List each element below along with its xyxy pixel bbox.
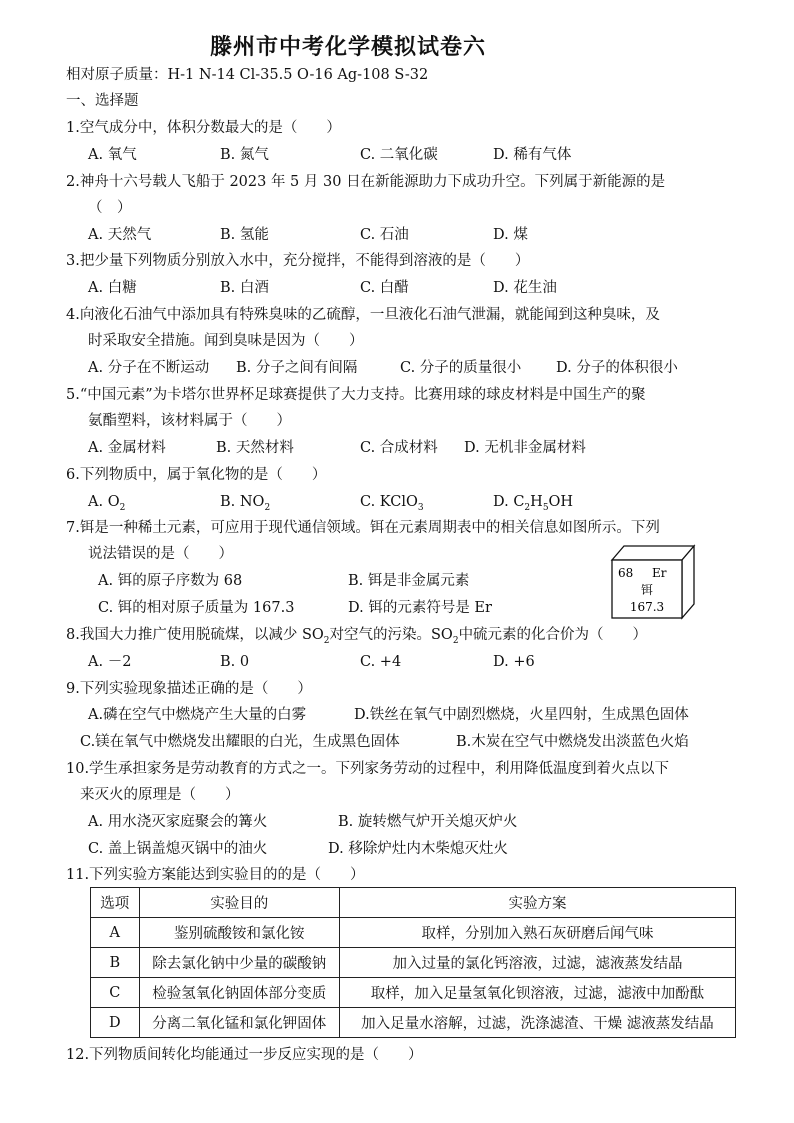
question-10-option-c: C. 盖上锅盖熄灭锅中的油火 xyxy=(88,841,268,857)
question-4-option-d: D. 分子的体积很小 xyxy=(556,360,678,376)
question-9-option-d: D.铁丝在氧气中剧烈燃烧，火星四射，生成黑色固体 xyxy=(354,707,689,723)
table-cell-option: B xyxy=(91,948,140,978)
question-5-option-c: C. 合成材料 xyxy=(360,440,438,456)
table-cell-purpose: 鉴别硫酸铵和氯化铵 xyxy=(139,918,339,948)
question-5-option-a: A. 金属材料 xyxy=(88,440,166,456)
question-6-option-a: A. $O_2$ xyxy=(88,494,126,513)
question-9-option-c: C.镁在氧气中燃烧发出耀眼的白光，生成黑色固体 xyxy=(80,734,400,750)
question-4-option-a: A. 分子在不断运动 xyxy=(88,360,210,376)
question-9-option-b: B.木炭在空气中燃烧发出淡蓝色火焰 xyxy=(456,734,689,750)
table-row xyxy=(91,978,736,1008)
question-4-option-b: B. 分子之间有间隔 xyxy=(236,360,358,376)
question-10-option-a: A. 用水浇灭家庭聚会的篝火 xyxy=(88,814,268,830)
question-9-stem: 9.下列实验现象描述正确的是（ ） xyxy=(66,681,312,697)
question-7-option-a: A. 铒的原子序数为 68 xyxy=(98,573,243,589)
question-2-option-a: A. 天然气 xyxy=(88,227,152,243)
page-title: 滕州市中考化学模拟试卷六 xyxy=(210,35,487,60)
question-7-stem-line2: 说法错误的是（ ） xyxy=(88,546,233,562)
question-2-option-b: B. 氢能 xyxy=(220,227,269,243)
question-9-option-a: A.磷在空气中燃烧产生大量的白雾 xyxy=(88,707,307,723)
table-header-option: 选项 xyxy=(91,888,140,918)
question-1-option-d: D. 稀有气体 xyxy=(493,147,572,163)
question-1-stem: 1.空气成分中，体积分数最大的是（ ） xyxy=(66,120,341,136)
question-10-stem-line2: 来灭火的原理是（ ） xyxy=(80,787,240,803)
question-10-option-d: D. 移除炉灶内木柴熄灭灶火 xyxy=(328,841,508,857)
table-cell-option: C xyxy=(91,978,140,1008)
cube-top-face xyxy=(612,546,694,560)
section-heading: 一、选择题 xyxy=(66,93,139,109)
question-7-option-b: B. 铒是非金属元素 xyxy=(348,573,470,589)
table-header-purpose: 实验目的 xyxy=(139,888,339,918)
question-3-stem: 3.把少量下列物质分别放入水中，充分搅拌，不能得到溶液的是（ ） xyxy=(66,253,530,269)
table-cell-purpose: 检验氢氧化钠固体部分变质 xyxy=(139,978,339,1008)
question-7-option-c: C. 铒的相对原子质量为 167.3 xyxy=(98,600,295,616)
table-cell-purpose: 除去氯化钠中少量的碳酸钠 xyxy=(139,948,339,978)
element-cube-erbium xyxy=(608,544,698,620)
cube-element-name: 铒 xyxy=(640,583,654,597)
question-6-option-c: C. KClO$_3$ xyxy=(360,494,424,513)
table-header-plan: 实验方案 xyxy=(339,888,735,918)
table-header-row xyxy=(91,888,736,918)
question-10-option-b: B. 旋转燃气炉开关熄灭炉火 xyxy=(338,814,518,830)
question-8-option-d: D. +6 xyxy=(493,654,535,670)
question-1-option-c: C. 二氧化碳 xyxy=(360,147,438,163)
table-cell-plan: 取样，加入足量氢氧化钡溶液，过滤，滤液中加酚酞 xyxy=(339,978,735,1008)
table-cell-plan: 加入过量的氯化钙溶液，过滤，滤液蒸发结晶 xyxy=(339,948,735,978)
question-3-option-b: B. 白酒 xyxy=(220,280,269,296)
cube-atomic-number: 68 xyxy=(618,566,634,580)
question-8-option-a: A. －2 xyxy=(88,654,132,670)
question-2-stem-line2: （ ） xyxy=(88,200,132,216)
question-10-stem-line1: 10.学生承担家务是劳动教育的方式之一。下列家务劳动的过程中，利用降低温度到着火点以下 xyxy=(66,761,670,777)
question-2-option-d: D. 煤 xyxy=(493,227,528,243)
question-3-option-c: C. 白醋 xyxy=(360,280,409,296)
question-8-option-c: C. +4 xyxy=(360,654,402,670)
table-row xyxy=(91,1008,736,1038)
question-1-option-b: B. 氮气 xyxy=(220,147,269,163)
table-cell-option: D xyxy=(91,1008,140,1038)
atomic-mass-line: 相对原子质量：H-1 N-14 Cl-35.5 O-16 Ag-108 S-32 xyxy=(66,67,429,83)
table-cell-option: A xyxy=(91,918,140,948)
table-row xyxy=(91,918,736,948)
question-3-option-d: D. 花生油 xyxy=(493,280,557,296)
cube-symbol: Er xyxy=(652,566,667,580)
table-cell-plan: 取样，分别加入熟石灰研磨后闻气味 xyxy=(339,918,735,948)
question-5-stem-line1: 5.“中国元素”为卡塔尔世界杯足球赛提供了大力支持。比赛用球的球皮材料是中国生产的聚 xyxy=(66,387,646,403)
question-8-option-b: B. 0 xyxy=(220,654,250,670)
question-7-stem-line1: 7.铒是一种稀土元素，可应用于现代通信领域。铒在元素周期表中的相关信息如图所示。下列 xyxy=(66,520,660,536)
table-cell-purpose: 分离二氧化锰和氯化钾固体 xyxy=(139,1008,339,1038)
question-6-option-d: D. $C_2H_5OH$ xyxy=(493,494,574,513)
question-7-option-d: D. 铒的元素符号是 Er xyxy=(348,600,492,616)
table-row xyxy=(91,948,736,978)
question-5-option-d: D. 无机非金属材料 xyxy=(464,440,586,456)
question-4-stem-line1: 4.向液化石油气中添加具有特殊臭味的乙硫醇，一旦液化石油气泄漏，就能闻到这种臭味，及 xyxy=(66,307,660,323)
question-6-stem: 6.下列物质中，属于氧化物的是（ ） xyxy=(66,467,327,483)
question-3-option-a: A. 白糖 xyxy=(88,280,137,296)
question-5-option-b: B. 天然材料 xyxy=(216,440,294,456)
question-2-option-c: C. 石油 xyxy=(360,227,409,243)
table-cell-plan: 加入足量水溶解，过滤，洗涤滤渣、干燥 滤液蒸发结晶 xyxy=(339,1008,735,1038)
cube-atomic-mass: 167.3 xyxy=(629,600,665,614)
question-5-stem-line2: 氨酯塑料，该材料属于（ ） xyxy=(88,413,291,429)
question-8-stem: 8.我国大力推广使用脱硫煤，以减少 $SO_2$对空气的污染。$SO_2$中硫元素的化合价为（ ） xyxy=(66,627,648,646)
question-4-option-c: C. 分子的质量很小 xyxy=(400,360,522,376)
question-2-stem-line1: 2.神舟十六号载人飞船于 2023 年 5 月 30 日在新能源助力下成功升空。下列属于新能源的是 xyxy=(66,174,666,190)
question-1-option-a: A. 氧气 xyxy=(88,147,137,163)
question-12-stem: 12.下列物质间转化均能通过一步反应实现的是（ ） xyxy=(66,1047,423,1063)
experiment-table xyxy=(90,887,736,1038)
question-11-stem: 11.下列实验方案能达到实验目的的是（ ） xyxy=(66,867,365,883)
question-6-option-b: B. $NO_2$ xyxy=(220,494,271,513)
question-4-stem-line2: 时采取安全措施。闻到臭味是因为（ ） xyxy=(88,333,364,349)
